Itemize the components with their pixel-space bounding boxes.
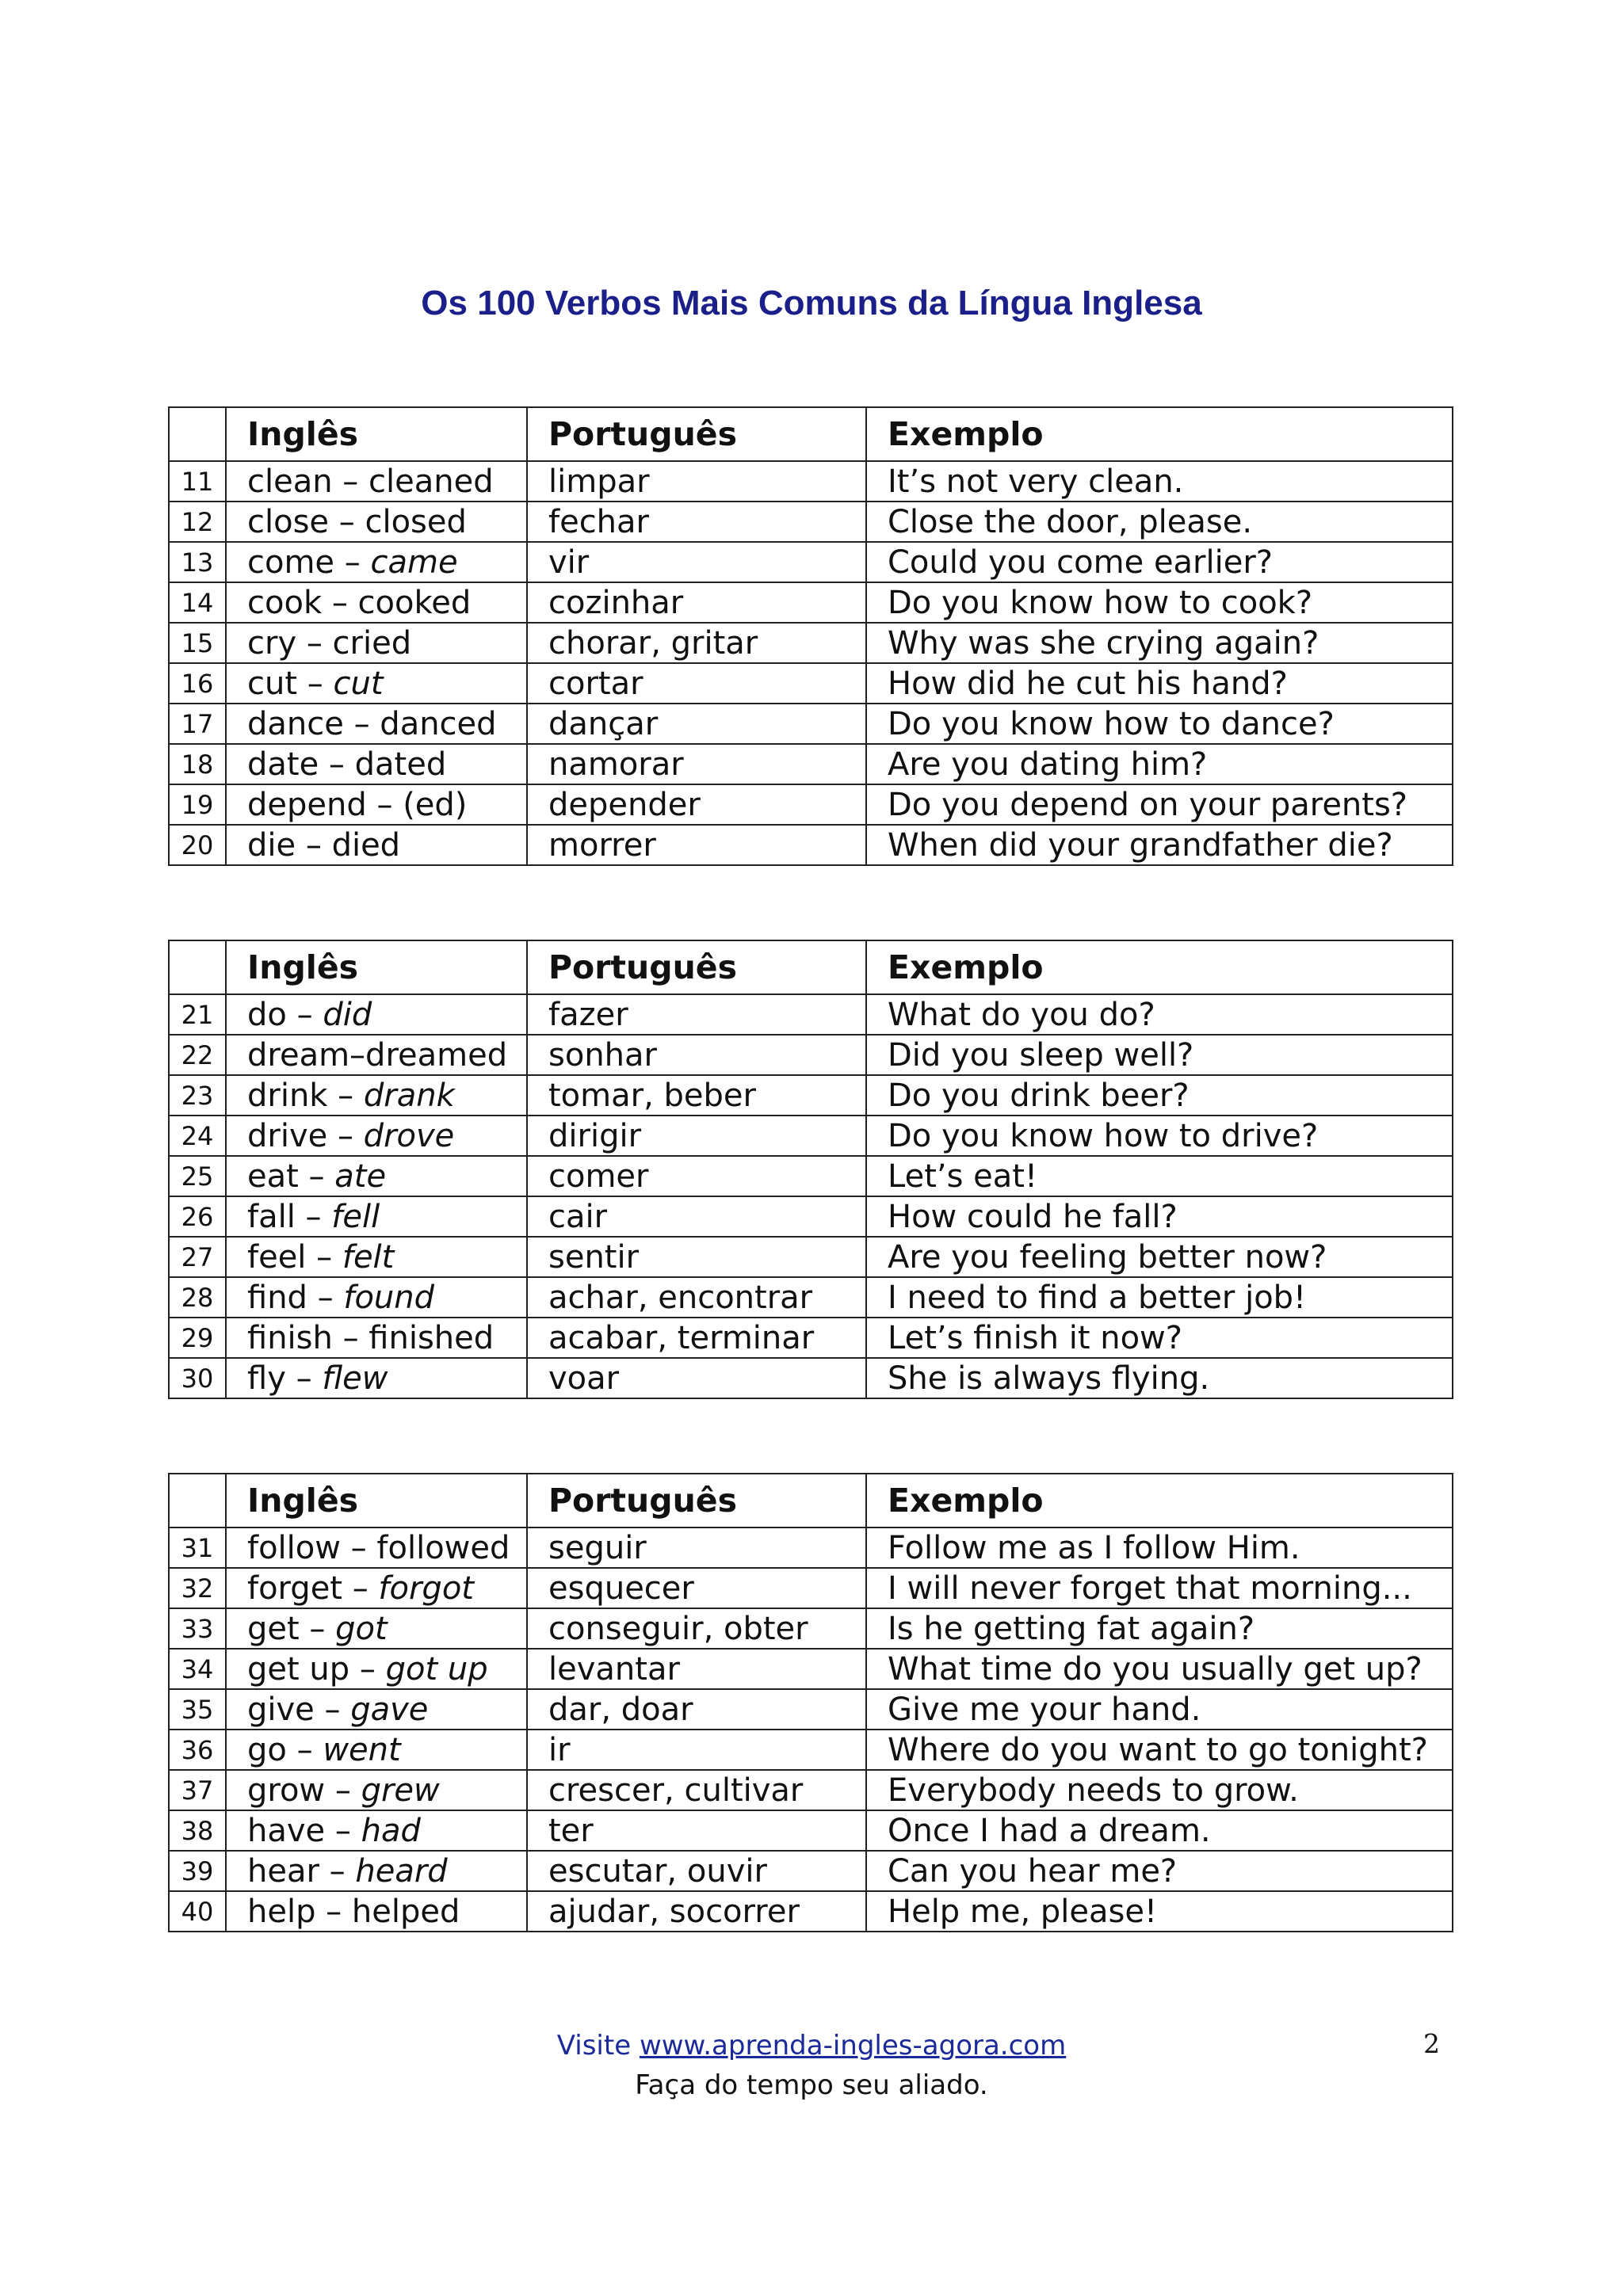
english-verb [226,825,527,865]
english-verb [226,461,527,502]
table-row [169,663,1453,704]
portuguese-translation: dançar [527,704,866,744]
portuguese-translation: tomar, beber [527,1075,866,1116]
verb-past: had [361,1812,421,1849]
portuguese-translation: dirigir [527,1116,866,1156]
table-row [169,1075,1453,1116]
row-number: 25 [169,1156,226,1196]
verb-past: dreamed [365,1036,508,1074]
row-number: 16 [169,663,226,704]
verb-past: cried [332,624,412,662]
row-number: 22 [169,1035,226,1075]
portuguese-translation: seguir [527,1527,866,1568]
portuguese-translation: conseguir, obter [527,1608,866,1649]
verb-base: get [247,1610,300,1647]
verb-base: forget [247,1569,342,1607]
verb-past: got up [385,1650,488,1688]
header-number-cell [169,1474,226,1527]
example-sentence: Is he getting fat again? [866,1608,1453,1649]
portuguese-translation: levantar [527,1649,866,1689]
table-row [169,1689,1453,1730]
example-sentence: Do you know how to dance? [866,704,1453,744]
example-sentence: Follow me as I follow Him. [866,1527,1453,1568]
english-verb [226,1891,527,1932]
verb-base: help [247,1893,316,1930]
table-row [169,1891,1453,1932]
english-verb [226,1730,527,1770]
row-number: 14 [169,582,226,623]
row-number: 40 [169,1891,226,1932]
example-sentence: Are you dating him? [866,744,1453,784]
verb-past: fell [331,1198,380,1235]
portuguese-translation: acabar, terminar [527,1318,866,1358]
header-ingles: Inglês [226,940,527,994]
row-number: 31 [169,1527,226,1568]
row-number: 32 [169,1568,226,1608]
header-ingles: Inglês [226,407,527,461]
row-number: 35 [169,1689,226,1730]
verb-past: cooked [357,584,472,621]
verb-base: drive [247,1117,328,1154]
verb-dash: – [297,665,334,702]
verb-past: found [343,1279,435,1316]
verb-dash: – [342,1569,379,1607]
verb-base: cut [247,665,298,702]
row-number: 23 [169,1075,226,1116]
verb-dash: – [296,826,332,864]
example-sentence: Do you drink beer? [866,1075,1453,1116]
header-portugues: Português [527,940,866,994]
example-sentence: Can you hear me? [866,1851,1453,1891]
portuguese-translation: escutar, ouvir [527,1851,866,1891]
verb-dash: – [286,1731,323,1768]
header-ingles: Inglês [226,1474,527,1527]
row-number: 19 [169,784,226,825]
verb-dash: – [329,503,365,540]
verb-past: cut [333,665,384,702]
portuguese-translation: achar, encontrar [527,1277,866,1318]
english-verb [226,1810,527,1851]
example-sentence: It’s not very clean. [866,461,1453,502]
verb-base: feel [247,1238,307,1276]
verb-base: have [247,1812,326,1849]
verb-dash: – [325,1812,361,1849]
portuguese-translation: limpar [527,461,866,502]
example-sentence: Give me your hand. [866,1689,1453,1730]
example-sentence: Help me, please! [866,1891,1453,1932]
table-row [169,704,1453,744]
english-verb [226,1035,527,1075]
portuguese-translation: esquecer [527,1568,866,1608]
verb-dash: – [315,1893,352,1930]
table-row [169,582,1453,623]
verb-base: find [247,1279,307,1316]
row-number: 27 [169,1237,226,1277]
verb-past: did [323,996,372,1033]
example-sentence: Do you know how to drive? [866,1116,1453,1156]
verb-base: cook [247,584,323,621]
verb-dash: – [296,624,333,662]
verb-past: danced [380,705,497,742]
table-row [169,1358,1453,1398]
english-verb [226,582,527,623]
english-verb [226,1075,527,1116]
verb-past: followed [376,1529,510,1566]
header-exemplo: Exemplo [866,407,1453,461]
verb-dash: – [332,463,369,500]
table-row [169,825,1453,865]
example-sentence: What do you do? [866,994,1453,1035]
table-row [169,623,1453,663]
verb-dash: – [307,1279,344,1316]
english-verb [226,1277,527,1318]
verb-dash: – [319,746,355,783]
verb-past: heard [355,1852,448,1890]
verb-dash: – [325,1772,361,1809]
english-verb [226,994,527,1035]
table-row [169,1116,1453,1156]
example-sentence: Let’s eat! [866,1156,1453,1196]
portuguese-translation: sonhar [527,1035,866,1075]
row-number: 34 [169,1649,226,1689]
table-row [169,1196,1453,1237]
header-portugues: Português [527,407,866,461]
portuguese-translation: cair [527,1196,866,1237]
english-verb [226,1689,527,1730]
example-sentence: What time do you usually get up? [866,1649,1453,1689]
table-row [169,542,1453,582]
table-row [169,1568,1453,1608]
verb-dash: – [299,1610,336,1647]
portuguese-translation: fazer [527,994,866,1035]
table-row [169,1035,1453,1075]
verb-dash: – [322,584,358,621]
verb-base: cry [247,624,297,662]
verb-dash: – [327,1077,364,1114]
verb-base: clean [247,463,333,500]
verb-dash: – [349,1650,386,1688]
example-sentence: How did he cut his hand? [866,663,1453,704]
example-sentence: Why was she crying again? [866,623,1453,663]
example-sentence: Did you sleep well? [866,1035,1453,1075]
row-number: 30 [169,1358,226,1398]
verb-dash: – [306,1238,342,1276]
english-verb [226,1527,527,1568]
english-verb [226,1196,527,1237]
verb-base: come [247,543,335,581]
english-verb [226,784,527,825]
verb-dash: – [319,1852,356,1890]
english-verb [226,1318,527,1358]
table-row [169,1318,1453,1358]
header-exemplo: Exemplo [866,940,1453,994]
verb-past: got [335,1610,388,1647]
verb-dash: – [340,1529,377,1566]
table-row [169,1156,1453,1196]
english-verb [226,1851,527,1891]
portuguese-translation: morrer [527,825,866,865]
english-verb [226,1116,527,1156]
row-number: 26 [169,1196,226,1237]
verb-dash: – [366,786,403,823]
footer-tagline: Faça do tempo seu aliado. [635,2069,988,2101]
verb-dash: – [349,1036,366,1074]
row-number: 38 [169,1810,226,1851]
table-row [169,1730,1453,1770]
portuguese-translation: namorar [527,744,866,784]
portuguese-translation: fechar [527,502,866,542]
example-sentence: I need to find a better job! [866,1277,1453,1318]
verb-past: flew [322,1360,388,1397]
table-row [169,994,1453,1035]
verbs-table-1 [168,406,1453,866]
header-exemplo: Exemplo [866,1474,1453,1527]
header-number-cell [169,407,226,461]
verbs-table-2 [168,940,1453,1399]
example-sentence: Could you come earlier? [866,542,1453,582]
verb-past: dated [354,746,447,783]
row-number: 12 [169,502,226,542]
portuguese-translation: comer [527,1156,866,1196]
page-title: Os 100 Verbos Mais Comuns da Língua Inglesa [421,284,1202,322]
verb-past: felt [342,1238,395,1276]
english-verb [226,1770,527,1810]
example-sentence: Are you feeling better now? [866,1237,1453,1277]
english-verb [226,542,527,582]
english-verb [226,1649,527,1689]
header-portugues: Português [527,1474,866,1527]
verb-dash: – [334,543,371,581]
verb-dash: – [286,996,323,1033]
row-number: 13 [169,542,226,582]
verb-past: closed [365,503,467,540]
verb-base: do [247,996,287,1033]
portuguese-translation: ter [527,1810,866,1851]
english-verb [226,663,527,704]
verb-past: came [370,543,458,581]
table-row [169,1237,1453,1277]
example-sentence: I will never forget that morning... [866,1568,1453,1608]
row-number: 17 [169,704,226,744]
verb-base: fly [247,1360,286,1397]
verb-dash: – [332,1319,369,1356]
example-sentence: How could he fall? [866,1196,1453,1237]
verb-past: helped [351,1893,460,1930]
portuguese-translation: cozinhar [527,582,866,623]
table-row [169,461,1453,502]
verb-past: cleaned [369,463,494,500]
verb-base: follow [247,1529,341,1566]
page-number: 2 [1423,2028,1440,2059]
example-sentence: She is always flying. [866,1358,1453,1398]
portuguese-translation: vir [527,542,866,582]
example-sentence: Let’s finish it now? [866,1318,1453,1358]
english-verb [226,744,527,784]
verb-dash: – [285,1360,323,1397]
verb-base: give [247,1691,315,1728]
table-row [169,744,1453,784]
table-row [169,1277,1453,1318]
portuguese-translation: voar [527,1358,866,1398]
portuguese-translation: ir [527,1730,866,1770]
verb-base: die [247,826,296,864]
row-number: 39 [169,1851,226,1891]
verb-past: went [323,1731,401,1768]
verb-base: date [247,746,319,783]
verb-past: drank [363,1077,455,1114]
row-number: 18 [169,744,226,784]
verb-base: get up [247,1650,350,1688]
example-sentence: Where do you want to go tonight? [866,1730,1453,1770]
header-row [169,407,1453,461]
verb-past: gave [350,1691,429,1728]
english-verb [226,1608,527,1649]
table-row [169,1851,1453,1891]
table-row [169,1608,1453,1649]
verb-base: dance [247,705,344,742]
verb-base: drink [247,1077,328,1114]
verb-past: ate [334,1158,387,1195]
english-verb [226,1358,527,1398]
verb-base: eat [247,1158,299,1195]
table-row [169,1770,1453,1810]
row-number: 21 [169,994,226,1035]
table-row [169,1527,1453,1568]
example-sentence: Do you depend on your parents? [866,784,1453,825]
verb-base: close [247,503,330,540]
example-sentence: When did your grandfather die? [866,825,1453,865]
header-row [169,1474,1453,1527]
header-number-cell [169,940,226,994]
verb-dash: – [295,1198,332,1235]
footer-visit-label: Visite [556,2030,632,2061]
verb-base: fall [247,1198,296,1235]
row-number: 37 [169,1770,226,1810]
english-verb [226,1156,527,1196]
table-row [169,784,1453,825]
verb-base: hear [247,1852,319,1890]
website-link[interactable]: www.aprenda-ingles-agora.com [639,2030,1067,2061]
english-verb [226,623,527,663]
verb-dash: – [298,1158,335,1195]
verb-past: died [331,826,401,864]
verbs-table-3 [168,1473,1453,1932]
verb-base: depend [247,786,367,823]
table-row [169,1810,1453,1851]
verb-dash: – [314,1691,351,1728]
portuguese-translation: chorar, gritar [527,623,866,663]
row-number: 11 [169,461,226,502]
verb-past: finished [369,1319,495,1356]
portuguese-translation: sentir [527,1237,866,1277]
row-number: 28 [169,1277,226,1318]
verb-base: go [247,1731,287,1768]
verb-past: drove [363,1117,455,1154]
example-sentence: Do you know how to cook? [866,582,1453,623]
english-verb [226,502,527,542]
row-number: 29 [169,1318,226,1358]
verb-past: (ed) [403,786,468,823]
verb-past: grew [361,1772,440,1809]
table-row [169,502,1453,542]
example-sentence: Once I had a dream. [866,1810,1453,1851]
example-sentence: Close the door, please. [866,502,1453,542]
table-row [169,1649,1453,1689]
footer [0,2030,1623,2061]
verb-dash: – [343,705,380,742]
row-number: 36 [169,1730,226,1770]
example-sentence: Everybody needs to grow. [866,1770,1453,1810]
verb-past: forgot [378,1569,474,1607]
row-number: 33 [169,1608,226,1649]
english-verb [226,1237,527,1277]
english-verb [226,704,527,744]
verb-base: finish [247,1319,333,1356]
header-row [169,940,1453,994]
verb-dash: – [327,1117,364,1154]
verb-base: dream [247,1036,350,1074]
row-number: 20 [169,825,226,865]
row-number: 24 [169,1116,226,1156]
portuguese-translation: ajudar, socorrer [527,1891,866,1932]
portuguese-translation: depender [527,784,866,825]
row-number: 15 [169,623,226,663]
verb-base: grow [247,1772,326,1809]
english-verb [226,1568,527,1608]
portuguese-translation: dar, doar [527,1689,866,1730]
portuguese-translation: cortar [527,663,866,704]
portuguese-translation: crescer, cultivar [527,1770,866,1810]
